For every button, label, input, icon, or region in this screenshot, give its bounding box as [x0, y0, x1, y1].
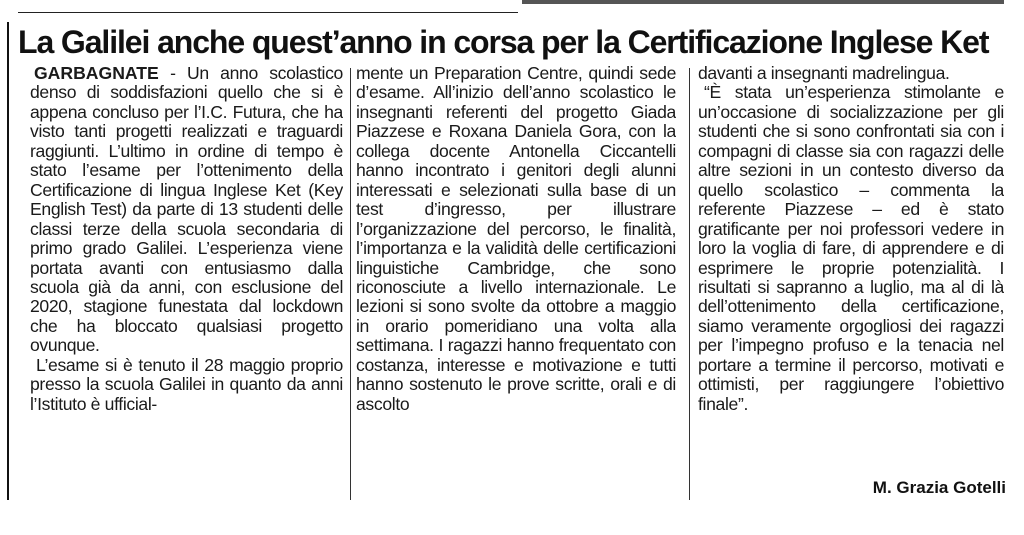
article-body [30, 64, 1006, 500]
top-rule [18, 12, 518, 13]
paragraph-1 [30, 64, 343, 356]
paragraph-5: “È stata un’esperienza stimolante e un’occasione di socializzazione per gli studenti che si sono confrontati sia con i compagni di classe sia con ragazzi delle altre sezioni in un contesto diverso da quello scolastico – commenta la referente Piazzese – ed è stato gratificante per noi professori vedere in loro la voglia di fare, di apprendere e di esprimere le proprie potenzialità. I risultati si sapranno a luglio, ma al di là dell’ottenimento della certificazione, siamo veramente orgogliosi dei ragazzi per l’impegno profuso e la tenacia nel portare a termine il percorso, motivati e ottimisti, per raggiungere l’obiettivo finale”. [698, 82, 1004, 414]
paragraph-2: L’esame si è tenuto il 28 maggio proprio presso la scuola Galilei in quanto da anni l’Istituto è ufficial- [30, 354, 343, 414]
paragraph-4: davanti a insegnanti madrelingua. [698, 64, 950, 83]
dateline-place: GARBAGNATE [34, 64, 159, 83]
photo-bottom-edge [522, 0, 1004, 4]
paragraph-1-text: - Un anno scolastico denso di soddisfazioni quello che si è appena concluso per l’I.C. Futura, che ha visto tanti progetti realizzati e traguardi raggiunti. L’ultimo in ordine di tempo è stato l’esame per l’ottenimento della Certificazione di lingua Inglese Ket (Key English Test) da parte di 13 studenti delle classi terze della scuola secondaria di primo grado Galilei. L’esperienza viene portata avanti con entusiasmo dalla scuola già da anni, con esclusione del 2020, stagione funestata dal lockdown che ha bloccato qualsiasi progetto ovunque. [30, 64, 343, 356]
article-column-1 [30, 64, 343, 500]
paragraph-3: mente un Preparation Centre, quindi sede d’esame. All’inizio dell’anno scolastico le insegnanti referenti del progetto Giada Piazzese e Roxana Daniela Gora, con la collega docente Antonella Ciccantelli hanno incontrato i genitori degli alunni interessati e selezionati sulla base di un test d’ingresso, per illustrare l’organizzazione del percorso, le finalità, l’importanza e la validità delle certificazioni linguistiche Cambridge, che sono riconosciute a livello internazionale. Le lezioni si sono svolte da ottobre a maggio in orario pomeridiano una volta alla settimana. I ragazzi hanno frequentato con costanza, interesse e motivazione e tutti hanno sostenuto le prove scritte, orali e di ascolto [356, 64, 676, 414]
article-headline: La Galilei anche quest’anno in corsa per la Certificazione Inglese Ket [18, 24, 989, 60]
article-column-3 [698, 64, 1004, 500]
article-column-2 [356, 64, 676, 500]
left-margin-bar [7, 22, 9, 500]
author-signature: M. Grazia Gotelli [872, 478, 1006, 497]
